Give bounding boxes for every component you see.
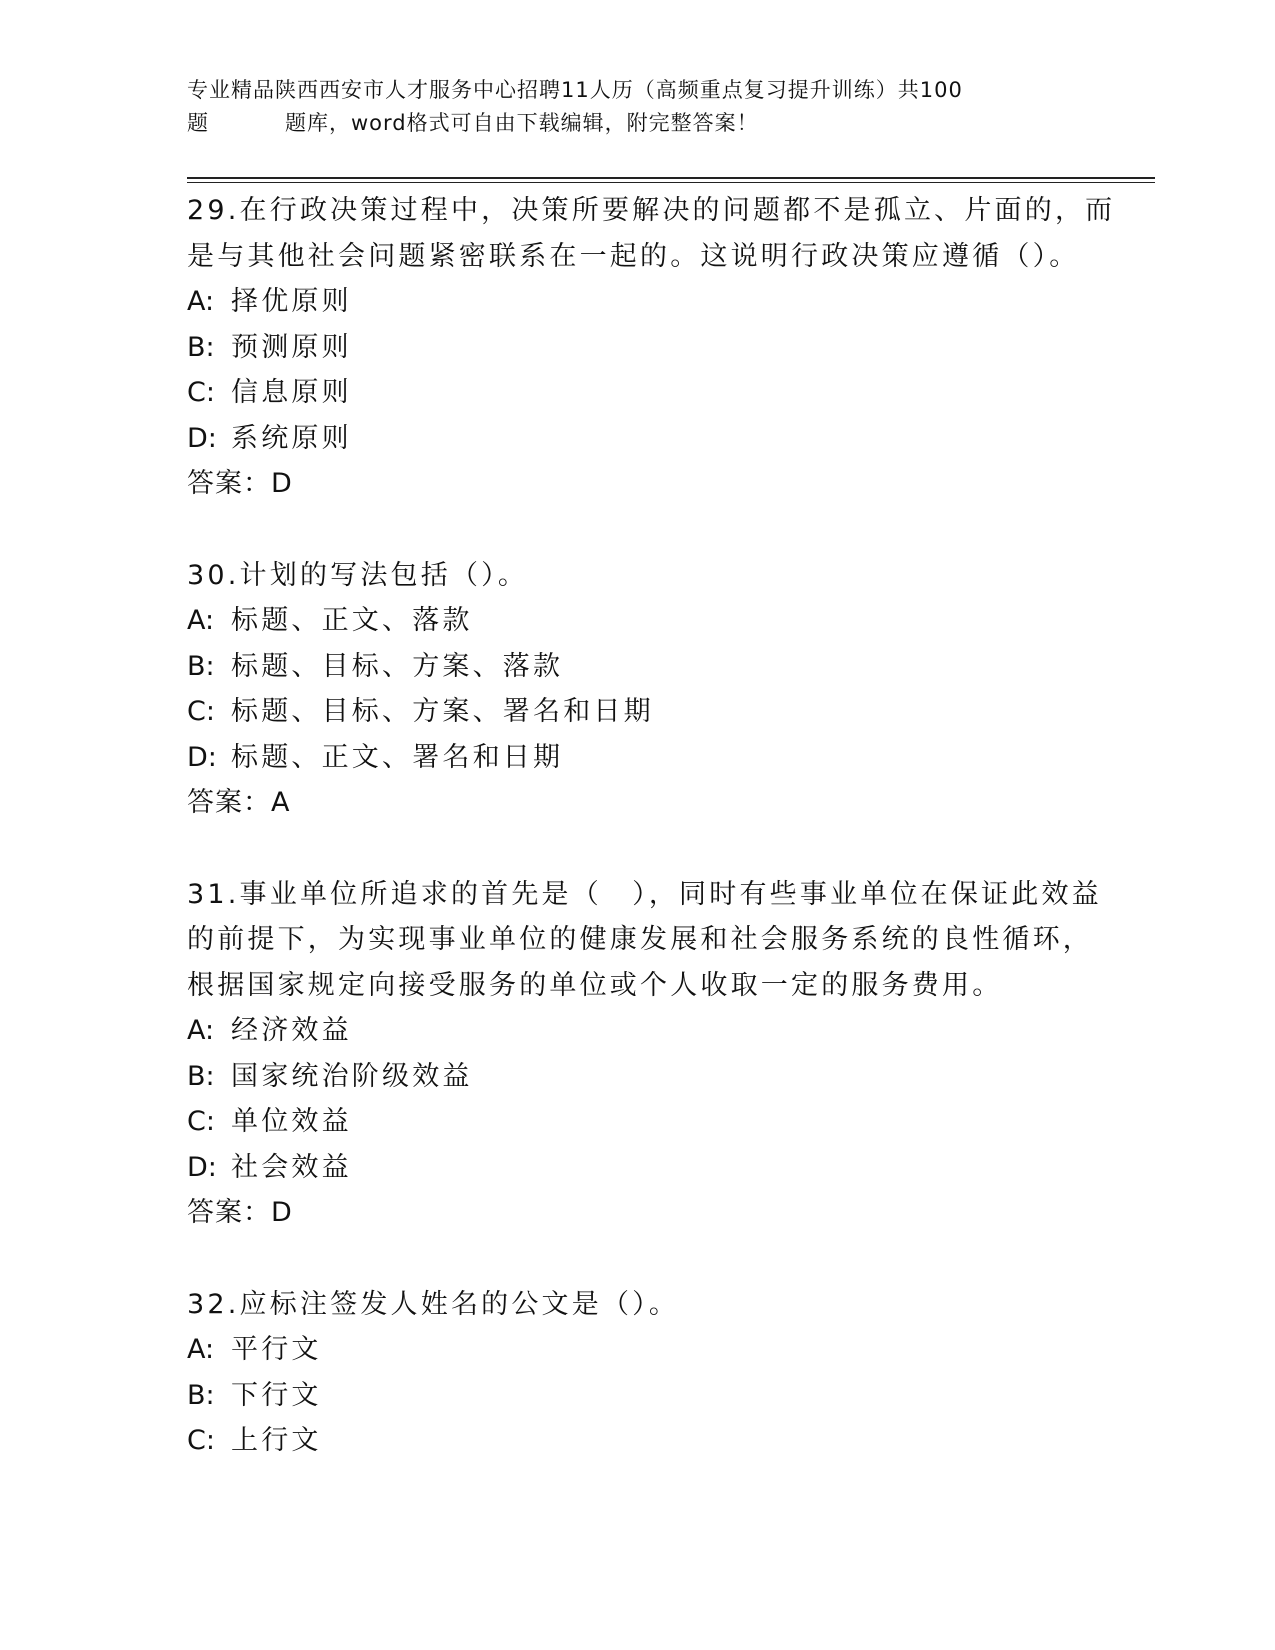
option-key: C: (187, 696, 215, 727)
option-text: 择优原则 (231, 286, 352, 317)
option-text: 下行文 (231, 1379, 322, 1411)
option-text: 标题、正文、署名和日期 (231, 741, 564, 773)
option-text: 标题、目标、方案、落款 (231, 650, 564, 682)
option-b (187, 325, 1087, 371)
option-d (187, 1145, 1087, 1191)
header-title-line-2 (187, 107, 1087, 140)
option-c (187, 689, 1087, 735)
option-key: A: (187, 286, 215, 317)
question-32 (187, 1282, 1087, 1464)
answer-line: 答案：D (187, 468, 293, 499)
option-text: 上行文 (231, 1425, 322, 1456)
option-a (187, 279, 1087, 325)
option-b (187, 1373, 1087, 1419)
question-29 (187, 188, 1116, 507)
option-b (187, 1054, 1087, 1100)
option-key: A: (187, 1015, 215, 1046)
option-text: 经济效益 (231, 1015, 352, 1046)
header-divider-thick (187, 177, 1155, 179)
option-c (187, 1099, 1087, 1145)
option-text: 标题、目标、方案、署名和日期 (231, 696, 654, 727)
answer-line: 答案：D (187, 1197, 293, 1228)
header-title-line-2-right: 题库，word格式可自由下载编辑，附完整答案！ (285, 111, 759, 135)
option-d (187, 416, 1087, 462)
question-text-line: 的前提下，为实现事业单位的健康发展和社会服务系统的良性循环， (187, 924, 1093, 955)
question-text-line: 30.计划的写法包括（）。 (187, 559, 529, 591)
option-key: C: (187, 1425, 215, 1456)
header-divider-thin (187, 182, 1155, 183)
option-text: 预测原则 (231, 331, 352, 363)
option-key: A: (187, 605, 215, 636)
question-30 (187, 553, 1087, 826)
document-header (187, 74, 1087, 140)
option-text: 平行文 (231, 1334, 322, 1365)
option-text: 国家统治阶级效益 (231, 1060, 473, 1092)
question-text-line: 是与其他社会问题紧密联系在一起的。这说明行政决策应遵循（）。 (187, 240, 1080, 272)
option-key: D: (187, 422, 217, 454)
option-text: 信息原则 (231, 377, 352, 408)
question-list (187, 188, 1116, 1510)
option-key: A: (187, 1334, 215, 1365)
option-a (187, 1008, 1087, 1054)
option-key: B: (187, 331, 215, 363)
question-text-line: 29.在行政决策过程中，决策所要解决的问题都不是孤立、片面的，而 (187, 195, 1116, 226)
option-key: C: (187, 377, 215, 408)
option-c (187, 370, 1087, 416)
question-text-line: 根据国家规定向接受服务的单位或个人收取一定的服务费用。 (187, 969, 1003, 1001)
answer-line: 答案：A (187, 787, 291, 818)
option-c (187, 1418, 1087, 1464)
option-key: D: (187, 741, 217, 773)
option-a (187, 598, 1087, 644)
option-text: 社会效益 (231, 1151, 352, 1183)
option-text: 系统原则 (231, 422, 352, 454)
option-key: B: (187, 1060, 215, 1092)
option-key: B: (187, 650, 215, 682)
header-title-line-2-left: 题 (187, 111, 209, 135)
option-text: 标题、正文、落款 (231, 605, 473, 636)
option-key: C: (187, 1106, 215, 1137)
question-text-line: 32.应标注签发人姓名的公文是（）。 (187, 1288, 680, 1320)
option-b (187, 644, 1087, 690)
header-title-line-1: 专业精品陕西西安市人才服务中心招聘11人历（高频重点复习提升训练）共100 (187, 78, 963, 102)
option-d (187, 735, 1087, 781)
option-text: 单位效益 (231, 1106, 352, 1137)
question-text-line: 31.事业单位所追求的首先是（ ），同时有些事业单位在保证此效益 (187, 878, 1102, 910)
question-31 (187, 872, 1102, 1236)
option-key: D: (187, 1151, 217, 1183)
option-key: B: (187, 1379, 215, 1411)
option-a (187, 1327, 1087, 1373)
